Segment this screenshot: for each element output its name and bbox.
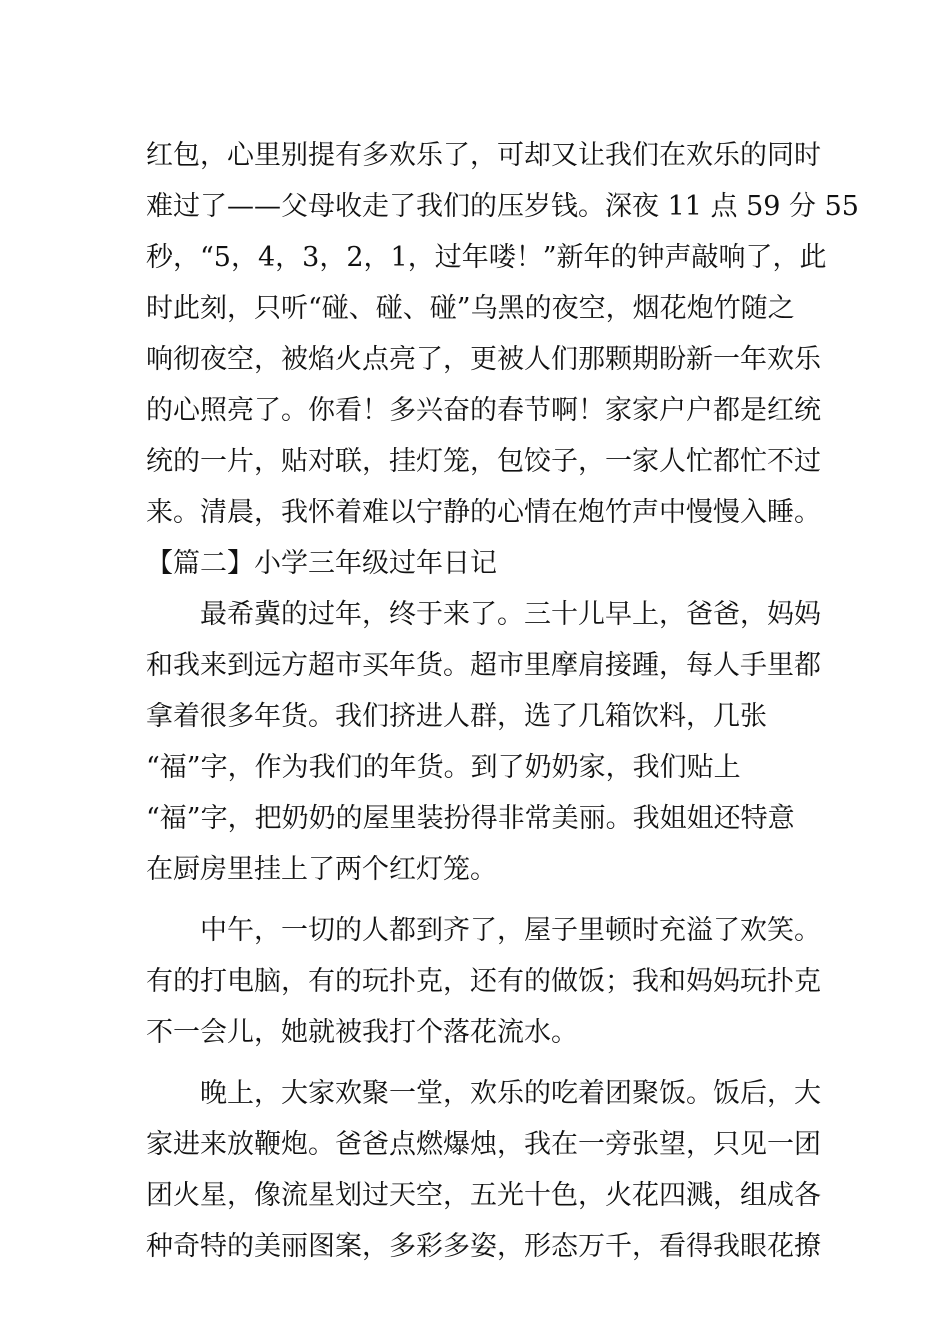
- text-line: 团火星，像流星划过天空，五光十色，火花四溅，组成各: [146, 1180, 821, 1211]
- text-line: 家进来放鞭炮。爸爸点燃爆烛，我在一旁张望，只见一团: [146, 1129, 821, 1160]
- text-line: 秒，“5，4，3，2，1，过年喽！”新年的钟声敲响了，此: [146, 242, 827, 273]
- text-line: 在厨房里挂上了两个红灯笼。: [146, 854, 497, 885]
- text-line: 时此刻，只听“碰、碰、碰”乌黑的夜空，烟花炮竹随之: [146, 293, 795, 324]
- text-line: 拿着很多年货。我们挤进人群，选了几箱饮料，几张: [146, 701, 767, 732]
- paragraph-4: [146, 1068, 821, 1272]
- document-body: [146, 130, 859, 1272]
- paragraph-3: [146, 905, 821, 1058]
- section-heading: 【篇二】小学三年级过年日记: [146, 548, 497, 579]
- text-line: 响彻夜空，被焰火点亮了，更被人们那颗期盼新一年欢乐: [146, 344, 821, 375]
- text-line: 的心照亮了。你看！多兴奋的春节啊！家家户户都是红统: [146, 395, 821, 426]
- paragraph-1: [146, 130, 859, 538]
- text-line: “福”字，作为我们的年货。到了奶奶家，我们贴上: [146, 752, 741, 783]
- text-line: 红包，心里别提有多欢乐了，可却又让我们在欢乐的同时: [146, 140, 821, 171]
- text-line: 不一会儿，她就被我打个落花流水。: [146, 1017, 578, 1048]
- text-line: 中午，一切的人都到齐了，屋子里顿时充溢了欢笑。: [146, 915, 821, 946]
- paragraph-spacer: [146, 895, 816, 905]
- text-line: 统的一片，贴对联，挂灯笼，包饺子，一家人忙都忙不过: [146, 446, 821, 477]
- paragraph-spacer: [146, 1058, 816, 1068]
- text-line: 种奇特的美丽图案，多彩多姿，形态万千，看得我眼花撩: [146, 1231, 821, 1262]
- text-line: 有的打电脑，有的玩扑克，还有的做饭；我和妈妈玩扑克: [146, 966, 821, 997]
- text-line: 来。清晨，我怀着难以宁静的心情在炮竹声中慢慢入睡。: [146, 497, 821, 528]
- text-line: 难过了——父母收走了我们的压岁钱。深夜 11 点 59 分 55: [146, 191, 859, 222]
- text-line: 和我来到远方超市买年货。超市里摩肩接踵，每人手里都: [146, 650, 821, 681]
- text-line: “福”字，把奶奶的屋里装扮得非常美丽。我姐姐还特意: [146, 803, 795, 834]
- paragraph-2: [146, 589, 821, 895]
- text-line: 最希冀的过年，终于来了。三十儿早上，爸爸，妈妈: [146, 599, 821, 630]
- text-line: 晚上，大家欢聚一堂，欢乐的吃着团聚饭。饭后，大: [146, 1078, 821, 1109]
